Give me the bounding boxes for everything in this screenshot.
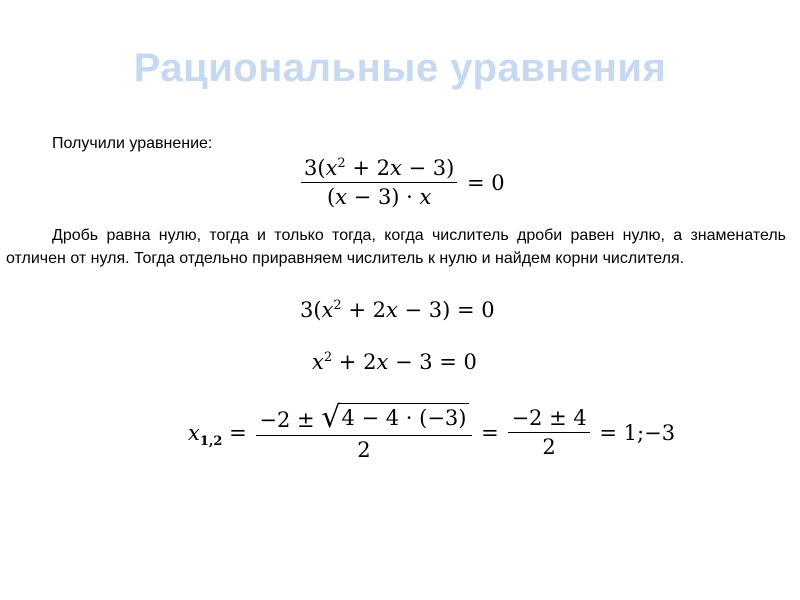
intro-text: Получили уравнение: [52,135,213,152]
radicand: 4 − 4 · (−3) [339,403,468,433]
equation-numerator-zero: $3(x^2 + 2x - 3) = 0$ [300,298,495,322]
roots-result: = 1;−3 [592,420,676,445]
equation-numerator: $3(x^2 + 2x - 3)$ [301,156,457,183]
slide-title: Рациональные уравнения [133,46,667,90]
roots-lhs: $x_{1,2}$ = [188,420,254,449]
explanation-paragraph [6,224,786,270]
equation-rhs: = 0 [460,170,505,195]
explanation-text: Дробь равна нулю, тогда и только тогда, когда числитель дроби равен нулю, а знаменатель отличен от нуля. Тогда отдельно приравняем числитель к нулю и найдем корни числителя. [6,227,786,267]
roots-equals: = [474,420,506,445]
roots-fraction-1: −2 ± √ 4 − 4 · (−3) 2 [256,403,471,462]
sqrt-symbol: √ 4 − 4 · (−3) [321,400,467,435]
equation-quadratic: $x^2 + 2x - 3 = 0$ [312,350,477,374]
equation-fraction [298,156,505,209]
roots-fraction-2: $\frac{-2 \pm 4}{2}$ [508,406,589,459]
equation-fraction-body [301,156,457,209]
equation-roots [188,400,676,462]
equation-denominator: (x − 3) · x [326,185,432,209]
